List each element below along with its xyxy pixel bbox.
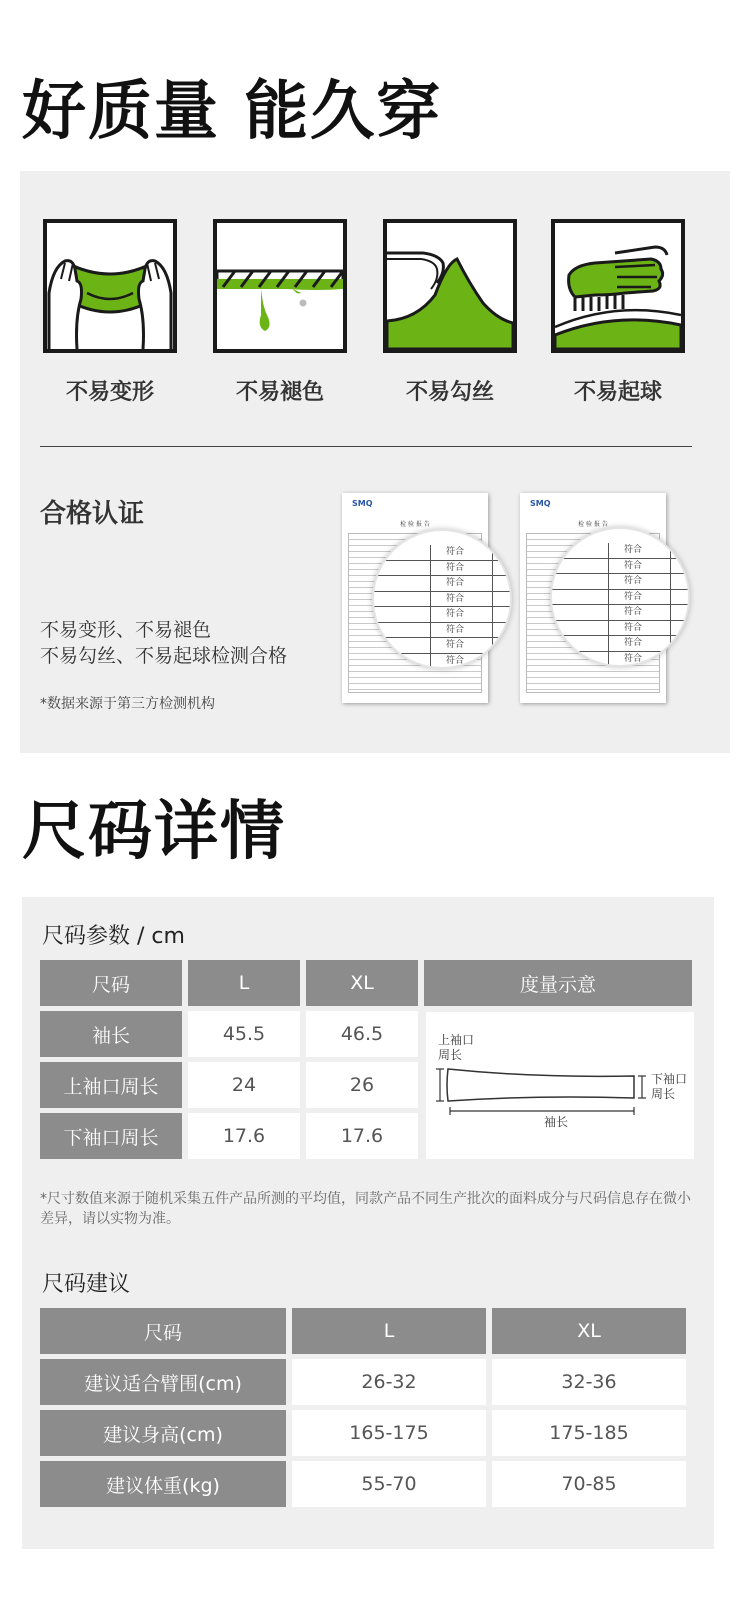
report-row: 符合 [552, 590, 688, 606]
section-divider [40, 446, 692, 447]
report-row: 符合 [374, 607, 510, 623]
report-row: 符合 [374, 576, 510, 592]
table-cell: 55-70 [292, 1461, 486, 1507]
report-row: 符合 [552, 605, 688, 621]
rope-drip-icon [213, 219, 347, 353]
report-row: 符合 [552, 621, 688, 637]
table-cell: 45.5 [188, 1011, 300, 1057]
measurement-diagram [426, 1012, 694, 1159]
table-header-row [40, 960, 692, 1006]
suggest-title: 尺码建议 [42, 1272, 131, 1297]
feature-no-pilling [550, 219, 686, 406]
feature-label: 不易起球 [573, 380, 662, 405]
magnifier [372, 529, 512, 669]
report-logo: SMQ [530, 499, 551, 508]
report-row: 符合 [374, 638, 510, 654]
table-header-cell: 尺码 [40, 960, 182, 1006]
table-header-cell: 度量示意 [424, 960, 692, 1006]
table-header-cell: 尺码 [40, 1308, 286, 1354]
row-label: 建议适合臂围(cm) [40, 1359, 286, 1405]
table-header-cell: L [292, 1308, 486, 1354]
size-panel [22, 897, 714, 1549]
report-row: 符合 [552, 652, 688, 668]
table-row [40, 1410, 686, 1456]
report-row: 符合 [552, 543, 688, 559]
table-cell: 175-185 [492, 1410, 686, 1456]
feature-no-fade [212, 219, 348, 406]
table-cell: 17.6 [188, 1113, 300, 1159]
diagram-label-length: 袖长 [544, 1115, 569, 1129]
test-report-image [342, 493, 488, 703]
report-row: 符合 [374, 654, 510, 670]
brush-fabric-icon [551, 219, 685, 353]
row-label: 建议身高(cm) [40, 1410, 286, 1456]
row-label: 袖长 [40, 1011, 182, 1057]
report-logo: SMQ [352, 499, 373, 508]
feature-label: 不易褪色 [235, 380, 324, 405]
size-suggest-table [34, 1303, 692, 1512]
diagram-label-top: 上袖口 [438, 1033, 475, 1047]
row-label: 建议体重(kg) [40, 1461, 286, 1507]
feature-no-deform [42, 219, 178, 406]
table-cell: 46.5 [306, 1011, 418, 1057]
stretch-hands-icon [43, 219, 177, 353]
table-cell: 26 [306, 1062, 418, 1108]
diagram-label-bottom: 下袖口 [651, 1072, 688, 1086]
feature-label: 不易勾丝 [405, 380, 494, 405]
diagram-label-top: 周长 [438, 1048, 463, 1062]
table-row [40, 1359, 686, 1405]
feature-no-snag [382, 219, 518, 406]
table-cell: 165-175 [292, 1410, 486, 1456]
table-cell: 24 [188, 1062, 300, 1108]
fabric-hook-icon [383, 219, 517, 353]
table-cell: 17.6 [306, 1113, 418, 1159]
feature-label: 不易变形 [65, 380, 154, 405]
params-title: 尺码参数 / cm [42, 924, 185, 949]
size-title: 尺码详情 [22, 795, 286, 869]
quality-panel [20, 171, 730, 753]
table-cell: 26-32 [292, 1359, 486, 1405]
report-row: 符合 [374, 545, 510, 561]
cert-title: 合格认证 [40, 499, 145, 529]
report-title: 检 验 报 告 [400, 521, 430, 528]
size-note: *尺寸数值来源于随机采集五件产品所测的平均值，同款产品不同生产批次的面料成分与尺码信息存在微小差异，请以实物为准。 [40, 1191, 691, 1227]
cert-desc-line: 不易勾丝、不易起球检测合格 [40, 645, 288, 667]
report-row: 符合 [552, 636, 688, 652]
diagram-label-bottom: 周长 [651, 1087, 676, 1101]
report-row: 符合 [374, 592, 510, 608]
table-row [40, 1461, 686, 1507]
cert-note: *数据来源于第三方检测机构 [40, 696, 215, 712]
cert-desc-line: 不易变形、不易褪色 [40, 619, 212, 641]
cert-description [40, 617, 287, 669]
report-row: 符合 [374, 561, 510, 577]
table-header-cell: L [188, 960, 300, 1006]
report-row: 符合 [552, 559, 688, 575]
test-report-image [520, 493, 666, 703]
report-row: 符合 [552, 574, 688, 590]
table-header-cell: XL [306, 960, 418, 1006]
row-label: 上袖口周长 [40, 1062, 182, 1108]
quality-title: 好质量 能久穿 [22, 75, 443, 149]
report-title: 检 验 报 告 [578, 521, 608, 528]
report-row: 符合 [374, 623, 510, 639]
table-header-cell: XL [492, 1308, 686, 1354]
table-cell: 70-85 [492, 1461, 686, 1507]
table-header-row [40, 1308, 686, 1354]
table-cell: 32-36 [492, 1359, 686, 1405]
row-label: 下袖口周长 [40, 1113, 182, 1159]
magnifier [550, 527, 690, 667]
